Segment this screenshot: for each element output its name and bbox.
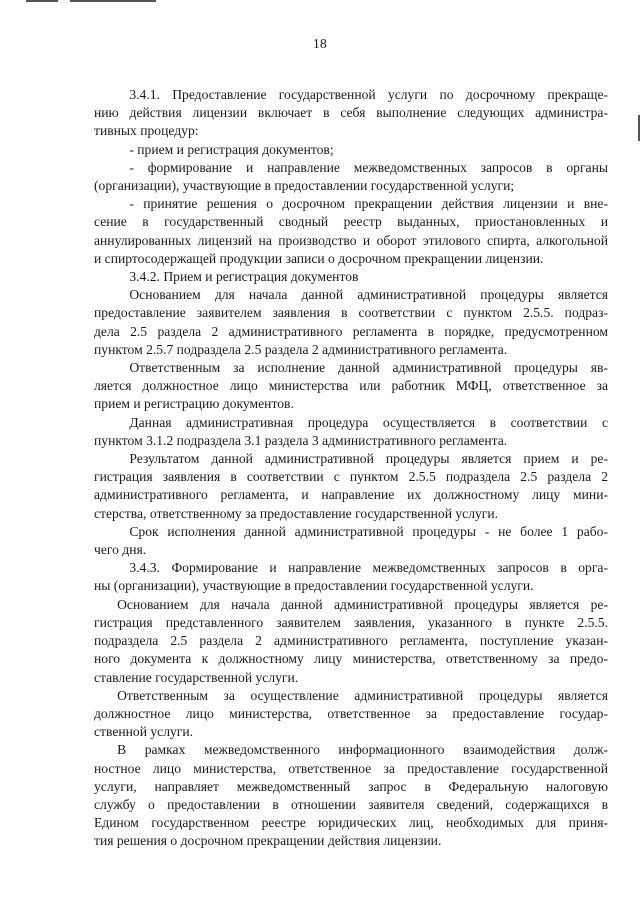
text-line: Ответственным за осуществление административной процедуры является xyxy=(117,687,608,703)
text-line: - формирование и направление межведомственных запросов в органы xyxy=(129,159,608,175)
text-line: ностное лицо министерства, ответственное за предоставление государственной xyxy=(94,760,608,776)
text-line: пунктом 3.1.2 подраздела 3.1 раздела 3 административного регламента. xyxy=(94,432,508,448)
text-line: прием и регистрацию документов. xyxy=(94,396,294,412)
text-line: Основанием для начала данной административной процедуры является ре- xyxy=(117,596,608,612)
text-line: должностное лицо министерства, ответственное за предоставление государ- xyxy=(94,705,608,721)
text-line: Едином государственном реестре юридических лиц, необходимых для приня- xyxy=(94,815,608,831)
text-line: службу о предоставлении в отношении заявителя сведений, содержащихся в xyxy=(94,796,608,812)
text-line: Результатом данной административной процедуры является прием и ре- xyxy=(129,451,608,467)
text-line: гистрация представленного заявителем заявления, указанного в пункте 2.5.5. xyxy=(94,614,608,630)
text-line: административного регламента, и направление их должностному лицу мини- xyxy=(94,487,608,503)
text-line: Срок исполнения данной административной процедуры - не более 1 рабо- xyxy=(129,523,608,539)
text-line: (организации), участвующие в предоставлении государственной услуги; xyxy=(94,178,515,194)
text-line: услуги, направляет межведомственный запрос в Федеральную налоговую xyxy=(94,778,608,794)
text-line: нию действия лицензии включает в себя выполнение следующих администра- xyxy=(94,105,608,121)
text-line: 3.4.3. Формирование и направление межведомственных запросов в орга- xyxy=(129,560,608,576)
text-line: ны (организации), участвующие в предоставлении государственной услуги. xyxy=(94,578,534,594)
text-line: тия решения о досрочном прекращении действия лицензии. xyxy=(94,833,442,849)
text-line: сение в государственный сводный реестр выданных, приостановленных и аннулированных лицензий на производство и оборот этилового спирта, алкогольной xyxy=(94,214,608,248)
scan-edge-mark xyxy=(70,0,156,2)
text-line: дела 2.5 раздела 2 административного регламента в порядке, предусмотренном xyxy=(94,323,608,339)
scan-edge-mark xyxy=(26,0,58,2)
text-line: ственной услуги. xyxy=(94,724,194,740)
text-line: Основанием для начала данной административной процедуры является xyxy=(129,287,608,303)
document-body xyxy=(94,86,608,851)
text-line: подраздела 2.5 раздела 2 административного регламента, поступление указан- xyxy=(94,633,608,649)
text-line: 3.4.1. Предоставление государственной услуги по досрочному прекраще- xyxy=(129,87,608,102)
text-line: - принятие решения о досрочном прекращении действия лицензии и вне- xyxy=(129,196,608,212)
text-line: тивных процедур: xyxy=(94,123,199,139)
text-line: ляется должностное лицо министерства или работник МФЦ, ответственное за xyxy=(94,378,608,394)
text-line: В рамках межведомственного информационного взаимодействия долж- xyxy=(117,742,608,758)
text-line: ставление государственной услуги. xyxy=(94,669,299,685)
text-line: стерства, ответственному за предоставление государственной услуги. xyxy=(94,505,499,521)
page-number: 18 xyxy=(312,36,328,51)
text-line: и спиртосодержащей продукции записи о досрочном прекращении лицензии. xyxy=(94,250,544,266)
text-line: предоставление заявителем заявления в соответствии с пунктом 2.5.5. подраз- xyxy=(94,305,608,321)
text-line: Данная административная процедура осуществляется в соответствии с xyxy=(129,414,608,430)
text-line: пунктом 2.5.7 подраздела 2.5 раздела 2 административного регламента. xyxy=(94,341,508,357)
text-line: 3.4.2. Прием и регистрация документов xyxy=(129,269,359,285)
text-line: ного документа к должностному лицу министерства, ответственному за предо- xyxy=(94,651,608,667)
text-line: чего дня. xyxy=(94,542,147,558)
text-line: - прием и регистрация документов; xyxy=(129,141,334,157)
text-line: гистрация заявления в соответствии с пунктом 2.5.5 подраздела 2.5 раздела 2 xyxy=(94,469,608,485)
text-line: Ответственным за исполнение данной административной процедуры яв- xyxy=(129,360,608,376)
